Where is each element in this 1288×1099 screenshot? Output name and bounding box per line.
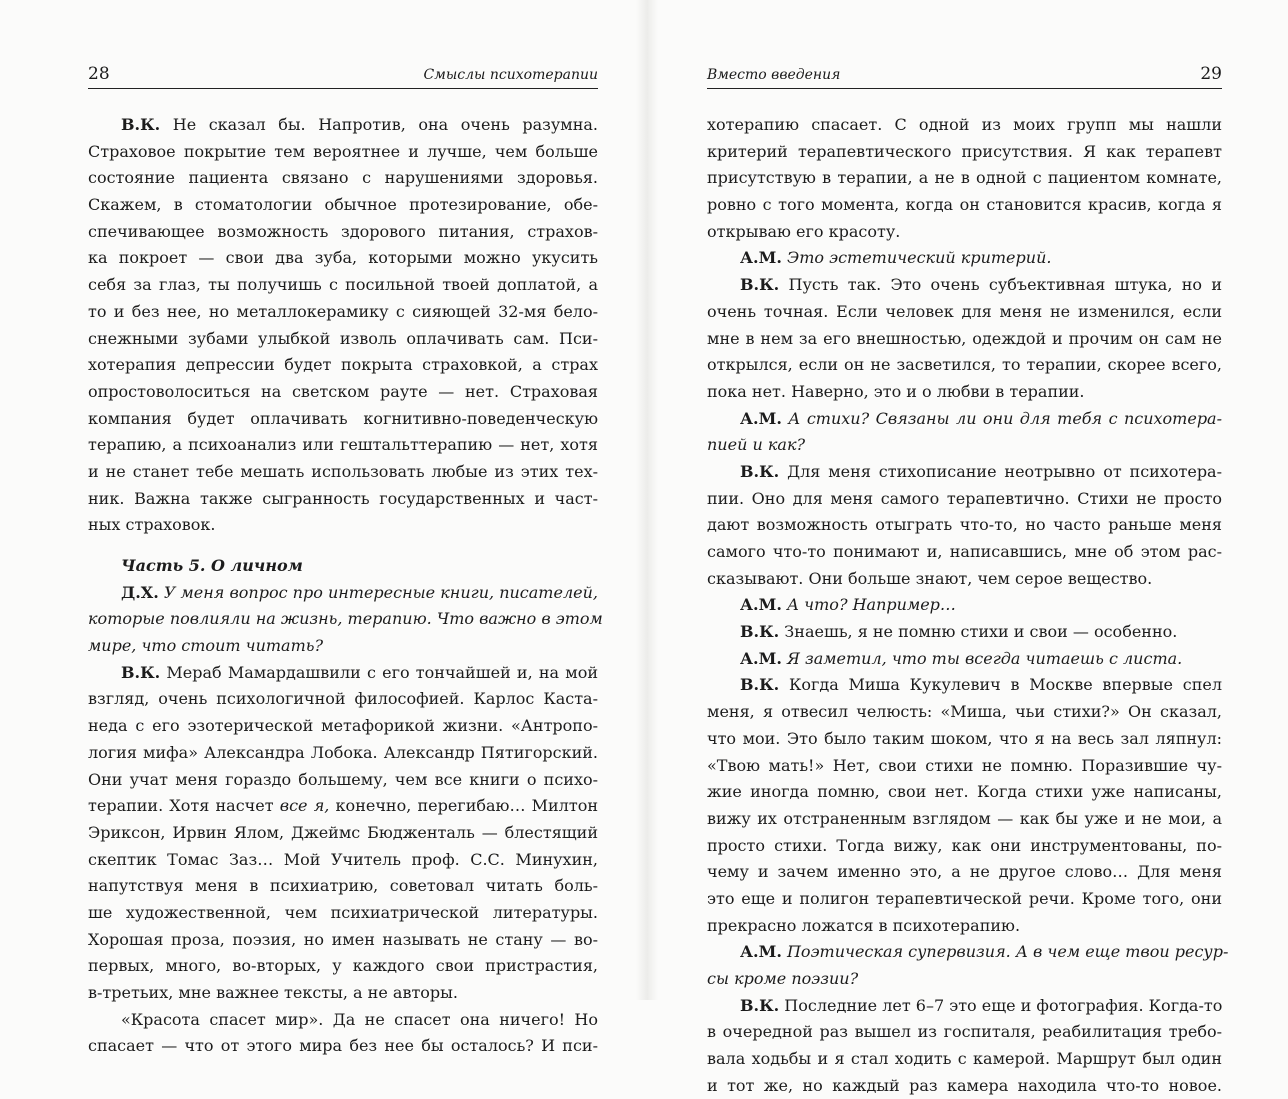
line-text: мне в нем за его внешностью, одеждой и прочим он сам не bbox=[707, 328, 1222, 348]
line-text: ка покроет — свои два зуба, которыми можно укусить bbox=[88, 248, 598, 268]
line-text: критерий терапевтического присутствия. Я как терапевт bbox=[707, 141, 1222, 161]
line-text-italic: У меня вопрос про интересные книги, писателей, bbox=[158, 582, 598, 602]
text-line bbox=[707, 753, 1222, 780]
line-text: терапии. Хотя насчет bbox=[88, 796, 280, 816]
line-text: Последние лет 6–7 это еще и фотография. Когда-то bbox=[779, 995, 1223, 1015]
text-line bbox=[707, 432, 1222, 459]
line-text: присутствую в терапии, а не в одной с пациентом комнате, bbox=[707, 168, 1222, 188]
line-text-italic: Это эстетический критерий. bbox=[781, 248, 1052, 268]
text-line bbox=[707, 406, 1222, 433]
text-line bbox=[707, 859, 1222, 886]
speaker-label: А.М. bbox=[740, 248, 782, 268]
text-line bbox=[88, 740, 598, 767]
left-page-header bbox=[88, 62, 598, 89]
line-text: дают возможность отыграть что-то, но часто раньше меня bbox=[707, 515, 1222, 535]
speaker-label: А.М. bbox=[740, 595, 782, 615]
text-line bbox=[88, 686, 598, 713]
speaker-label: В.К. bbox=[740, 461, 780, 481]
line-text: Страховое покрытие тем вероятнее и лучше, чем больше bbox=[88, 141, 598, 161]
text-line bbox=[88, 272, 598, 299]
speaker-label: В.К. bbox=[121, 115, 161, 134]
text-line bbox=[88, 245, 598, 272]
line-text: и тот же, но каждый раз камера находила что-то новое. bbox=[707, 1075, 1222, 1095]
line-text: спасает — что от этого мира без нее бы осталось? И пси- bbox=[88, 1036, 598, 1056]
line-text: ровно с того момента, когда он становится красив, когда я bbox=[707, 195, 1222, 215]
text-line bbox=[707, 139, 1222, 166]
right-page-body bbox=[707, 112, 1229, 1099]
line-text: Мераб Мамардашвили с его тончайшей и, на мой bbox=[160, 662, 598, 682]
text-line bbox=[707, 459, 1222, 486]
text-line bbox=[88, 793, 598, 820]
text-line bbox=[88, 432, 598, 459]
text-line bbox=[707, 326, 1222, 353]
text-line bbox=[707, 779, 1222, 806]
line-text-italic: мире, что стоит читать? bbox=[88, 636, 324, 656]
text-line bbox=[707, 245, 1222, 272]
text-line bbox=[88, 352, 598, 379]
text-line bbox=[707, 486, 1222, 513]
text-line bbox=[707, 272, 1222, 299]
line-text: чему и зачем именно это, а не другое слово… Для меня bbox=[707, 862, 1222, 882]
line-text: спечивающее возможность здорового питания, страхов- bbox=[88, 221, 598, 241]
line-text: Пусть так. Это очень субъективная штука, но и bbox=[779, 275, 1222, 295]
text-line bbox=[707, 379, 1222, 406]
line-text: Не сказал бы. Напротив, она очень разумна. bbox=[160, 115, 598, 134]
left-page-body bbox=[88, 112, 603, 1060]
line-text: хотерапия депрессии будет покрыта страховкой, а страх bbox=[88, 355, 598, 375]
line-text: прекрасно ложатся в психотерапию. bbox=[707, 915, 1021, 935]
text-line bbox=[88, 713, 598, 740]
line-text: конечно, перегибаю… Милтон bbox=[329, 796, 598, 816]
line-text: и не станет тебе мешать использовать любые из этих тех- bbox=[88, 461, 598, 481]
line-text: Они учат меня гораздо большему, чем все книги о психо- bbox=[88, 769, 598, 789]
text-line bbox=[707, 352, 1222, 379]
text-line bbox=[88, 112, 598, 139]
text-line bbox=[88, 406, 598, 433]
text-line bbox=[88, 820, 598, 847]
speaker-label: В.К. bbox=[740, 275, 780, 295]
text-line bbox=[88, 633, 598, 660]
line-text: «Твою мать!» Нет, свои стихи не помню. Поразившие чу- bbox=[707, 755, 1222, 775]
text-line bbox=[707, 165, 1222, 192]
line-text-italic: Поэтическая супервизия. А в чем еще твои ресур- bbox=[781, 942, 1229, 962]
text-line bbox=[88, 900, 598, 927]
text-line bbox=[707, 1073, 1222, 1099]
line-text: это еще и полигон терапевтической речи. Кроме того, они bbox=[707, 888, 1222, 908]
text-line bbox=[88, 1033, 598, 1060]
line-text: логия мифа» Александра Лобока. Александр Пятигорский. bbox=[88, 742, 598, 762]
text-line bbox=[88, 953, 598, 980]
line-text: «Красота спасет мир». Да не спасет она ничего! Но bbox=[121, 1009, 598, 1029]
text-line bbox=[88, 767, 598, 794]
line-text: просто стихи. Тогда вижу, как они инструментованы, по- bbox=[707, 835, 1222, 855]
line-text: опростоволоситься на светском рауте — нет. Страховая bbox=[88, 381, 598, 401]
speaker-label: А.М. bbox=[740, 648, 782, 668]
text-line bbox=[88, 1007, 598, 1034]
text-line bbox=[88, 873, 598, 900]
line-text: терапию, а психоанализ или гештальттерапию — нет, хотя bbox=[88, 435, 598, 455]
line-text: ных страховок. bbox=[88, 515, 216, 535]
text-line bbox=[707, 913, 1222, 940]
line-text-italic: которые повлияли на жизнь, терапию. Что важно в этом bbox=[88, 609, 603, 629]
page-number: 28 bbox=[88, 64, 110, 84]
text-line bbox=[707, 299, 1222, 326]
line-text: Скажем, в стоматологии обычное протезирование, обе- bbox=[88, 195, 598, 215]
text-line bbox=[707, 672, 1222, 699]
text-line bbox=[88, 219, 598, 246]
page-number: 29 bbox=[1200, 64, 1222, 84]
section-heading-text: Часть 5. О личном bbox=[121, 556, 303, 575]
speaker-label: А.М. bbox=[740, 942, 782, 962]
line-text: неда с его эзотерической метафорикой жизни. «Антропо- bbox=[88, 716, 598, 736]
line-text-italic: пией и как? bbox=[707, 435, 806, 455]
text-line bbox=[88, 512, 598, 539]
right-page bbox=[707, 0, 1229, 1095]
text-line bbox=[707, 592, 1222, 619]
text-line bbox=[707, 112, 1222, 139]
text-line bbox=[88, 927, 598, 954]
line-text: Знаешь, я не помню стихи и свои — особенно. bbox=[779, 622, 1178, 642]
line-text: пока нет. Наверно, это и о любви в терапии. bbox=[707, 381, 1085, 401]
line-text-italic: Я заметил, что ты всегда читаешь с листа. bbox=[781, 648, 1183, 668]
line-text: жие иногда помню, свои нет. Когда стихи уже написаны, bbox=[707, 782, 1222, 802]
line-text: вижу их отстраненным взглядом — как бы уже и не мои, а bbox=[707, 808, 1222, 828]
line-text: сказывают. Они больше знают, чем серое вещество. bbox=[707, 568, 1153, 588]
line-text: открываю его красоту. bbox=[707, 221, 901, 241]
running-head: Смыслы психотерапии bbox=[423, 67, 598, 83]
text-line bbox=[707, 539, 1222, 566]
line-text: Для меня стихописание неотрывно от психотера- bbox=[779, 461, 1222, 481]
line-text: ник. Важна также сыгранность государственных и част- bbox=[88, 488, 598, 508]
text-line bbox=[707, 699, 1222, 726]
line-text: то и без нее, но металлокерамику с сияющей 32-мя бело- bbox=[88, 301, 598, 321]
text-line bbox=[707, 192, 1222, 219]
text-line bbox=[707, 939, 1229, 966]
text-line bbox=[707, 886, 1222, 913]
text-line bbox=[88, 486, 598, 513]
text-line bbox=[88, 139, 598, 166]
speaker-label: Д.Х. bbox=[121, 582, 159, 602]
text-line bbox=[88, 606, 603, 633]
line-text: компания будет оплачивать когнитивно-поведенческую bbox=[88, 408, 598, 428]
line-text: вала ходьбы и я стал ходить с камерой. Маршрут был один bbox=[707, 1049, 1222, 1069]
line-text: в-третьих, мне важнее тексты, а не авторы. bbox=[88, 983, 458, 1002]
line-text: Эриксон, Ирвин Ялом, Джеймс Бюдженталь — блестящий bbox=[88, 822, 598, 842]
section-spacer bbox=[88, 539, 598, 553]
text-line bbox=[707, 1046, 1222, 1073]
text-line bbox=[88, 980, 598, 1007]
text-line bbox=[707, 1019, 1222, 1046]
section-heading bbox=[88, 553, 598, 580]
text-line bbox=[707, 726, 1222, 753]
line-text: первых, много, во-вторых, у каждого свои пристрастия, bbox=[88, 956, 598, 976]
line-text: открылся, если он не засветился, то терапии, скорее всего, bbox=[707, 355, 1222, 375]
right-page-header bbox=[707, 62, 1222, 89]
line-text: себя за глаз, ты получишь с посильной твоей доплатой, а bbox=[88, 275, 598, 295]
line-text: меня, я отвесил челюсть: «Миша, чьи стихи?» Он сказал, bbox=[707, 702, 1222, 722]
text-line bbox=[88, 165, 598, 192]
line-text: в очередной раз вышел из госпиталя, реабилитация требо- bbox=[707, 1022, 1222, 1042]
text-line bbox=[88, 459, 598, 486]
line-text: состояние пациента связано с нарушениями здоровья. bbox=[88, 168, 598, 188]
line-text: скептик Томас Заз… Мой Учитель проф. С.С. Минухин, bbox=[88, 849, 598, 869]
line-text-italic: А что? Например… bbox=[781, 595, 956, 615]
line-text-italic: все я, bbox=[279, 796, 330, 816]
text-line bbox=[707, 833, 1222, 860]
text-line bbox=[707, 512, 1222, 539]
line-text: пии. Оно для меня самого терапевтично. Стихи не просто bbox=[707, 488, 1222, 508]
text-line bbox=[88, 299, 598, 326]
text-line bbox=[707, 219, 1222, 246]
line-text: что мои. Это было таким шоком, что я на весь зал ляпнул: bbox=[707, 728, 1222, 748]
book-gutter bbox=[636, 0, 658, 1000]
running-head: Вместо введения bbox=[707, 67, 841, 83]
text-line bbox=[707, 993, 1222, 1020]
line-text: взгляд, очень психологичной философией. Карлос Каста- bbox=[88, 689, 598, 709]
line-text: Когда Миша Кукулевич в Москве впервые спел bbox=[779, 675, 1222, 695]
speaker-label: В.К. bbox=[121, 662, 161, 682]
text-line bbox=[88, 660, 598, 687]
line-text: самого что-то понимают и, написавшись, мне об этом рас- bbox=[707, 542, 1222, 561]
speaker-label: В.К. bbox=[740, 675, 780, 695]
left-page bbox=[88, 0, 603, 1056]
line-text: снежными зубами улыбкой изволь оплачивать сам. Пси- bbox=[88, 328, 598, 348]
line-text-italic: сы кроме поэзии? bbox=[707, 969, 859, 988]
line-text: напутствуя меня в психиатрию, советовал читать боль- bbox=[88, 876, 598, 896]
line-text: ше художественной, чем психиатрической литературы. bbox=[88, 902, 598, 922]
text-line bbox=[707, 566, 1222, 593]
text-line bbox=[88, 192, 598, 219]
speaker-label: В.К. bbox=[740, 622, 780, 642]
text-line bbox=[88, 379, 598, 406]
line-text: Хорошая проза, поэзия, но имен называть не стану — во- bbox=[88, 929, 598, 949]
line-text-italic: А стихи? Связаны ли они для тебя с психотера- bbox=[781, 408, 1222, 428]
text-line bbox=[707, 966, 1222, 993]
speaker-label: А.М. bbox=[740, 408, 782, 428]
line-text: хотерапию спасает. С одной из моих групп мы нашли bbox=[707, 115, 1222, 134]
text-line bbox=[707, 806, 1222, 833]
text-line bbox=[88, 326, 598, 353]
text-line bbox=[707, 619, 1222, 646]
line-text: очень точная. Если человек для меня не изменился, если bbox=[707, 301, 1222, 321]
text-line bbox=[707, 646, 1222, 673]
speaker-label: В.К. bbox=[740, 995, 780, 1015]
text-line bbox=[88, 580, 598, 607]
text-line bbox=[88, 847, 598, 874]
